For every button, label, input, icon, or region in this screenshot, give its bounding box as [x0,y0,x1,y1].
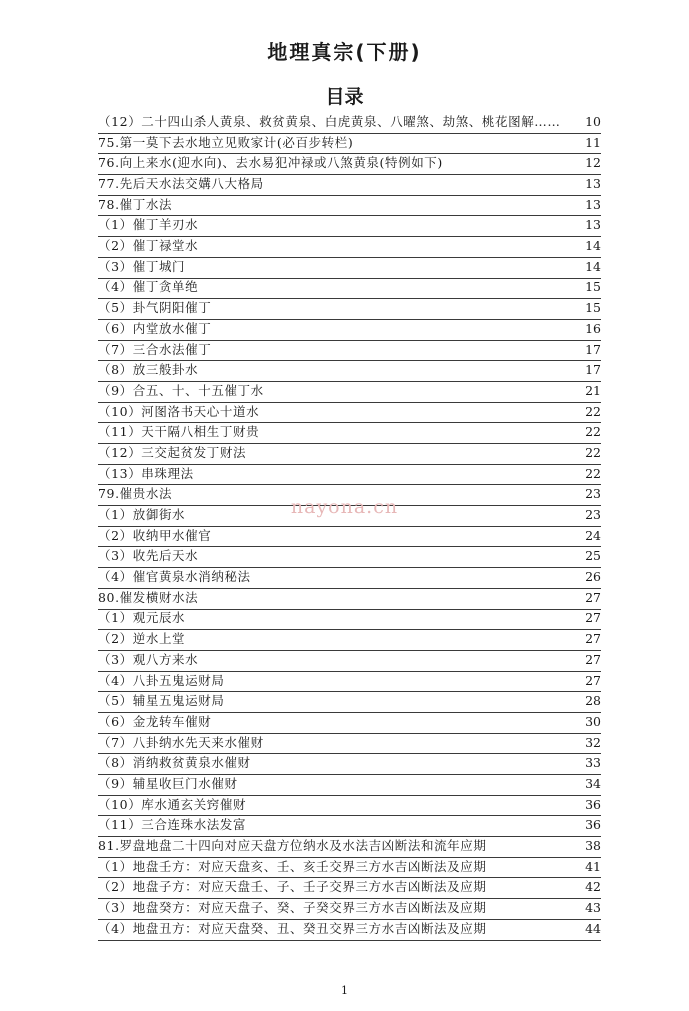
toc-entry-label: （10）库水通玄关窍催财 [98,796,247,812]
toc-entry-page-number: 13 [585,196,601,212]
table-of-contents [98,113,601,941]
toc-entry-label: （1）催丁羊刃水 [98,217,199,233]
toc-entry[interactable] [98,899,601,920]
toc-entry-page-number: 30 [585,713,601,729]
toc-entry[interactable] [98,341,601,362]
toc-entry[interactable] [98,175,601,196]
toc-entry-page-number: 26 [585,569,601,585]
toc-entry-page-number: 41 [585,858,601,874]
toc-entry-label: （1）观元辰水 [98,610,186,626]
toc-entry[interactable] [98,403,601,424]
toc-entry-label: （2）逆水上堂 [98,631,186,647]
toc-entry[interactable] [98,361,601,382]
toc-entry[interactable] [98,196,601,217]
toc-entry-label: （4）八卦五鬼运财局 [98,672,225,688]
toc-heading: 目录 [325,86,364,108]
toc-entry-label: 76.向上来水(迎水向)、去水易犯冲禄或八煞黄泉(特例如下) [98,155,443,171]
toc-entry[interactable] [98,485,601,506]
toc-entry-label: （1）放御街水 [98,507,186,523]
toc-entry-label: （11）天干隔八相生丁财贵 [98,424,260,440]
toc-entry[interactable] [98,134,601,155]
toc-entry[interactable] [98,154,601,175]
toc-entry[interactable] [98,320,601,341]
toc-entry[interactable] [98,382,601,403]
toc-entry-page-number: 13 [585,176,601,192]
toc-entry-label: （3）催丁城门 [98,258,186,274]
toc-entry[interactable] [98,506,601,527]
toc-entry-page-number: 27 [585,589,601,605]
toc-entry-label: 78.催丁水法 [98,196,173,212]
toc-entry[interactable] [98,258,601,279]
toc-entry-label: （4）催丁贪单绝 [98,279,199,295]
toc-entry-page-number: 14 [585,258,601,274]
toc-entry-page-number: 22 [585,403,601,419]
toc-entry[interactable] [98,837,601,858]
toc-entry[interactable] [98,113,601,134]
toc-entry-page-number: 42 [585,879,601,895]
toc-entry-label: （3）观八方来水 [98,651,199,667]
toc-entry[interactable] [98,589,601,610]
toc-entry[interactable] [98,630,601,651]
toc-entry-label: （8）消纳救贫黄泉水催财 [98,755,251,771]
toc-entry-page-number: 27 [585,631,601,647]
toc-entry-page-number: 22 [585,424,601,440]
toc-entry[interactable] [98,547,601,568]
toc-entry-label: （5）辅星五鬼运财局 [98,693,225,709]
toc-entry-page-number: 11 [585,134,601,150]
toc-entry-label: （7）三合水法催丁 [98,341,212,357]
toc-entry-page-number: 17 [585,362,601,378]
toc-entry-page-number: 23 [585,507,601,523]
toc-entry[interactable] [98,734,601,755]
toc-entry-page-number: 25 [585,548,601,564]
toc-entry-label: （7）八卦纳水先天来水催财 [98,734,264,750]
toc-entry-label: 77.先后天水法交媾八大格局 [98,176,264,192]
toc-entry-page-number: 23 [585,486,601,502]
toc-entry[interactable] [98,299,601,320]
toc-entry-page-number: 15 [585,279,601,295]
toc-entry-label: （4）地盘丑方：对应天盘癸、丑、癸丑交界三方水吉凶断法及应期 [98,920,487,936]
toc-entry-page-number: 44 [585,920,601,936]
toc-entry[interactable] [98,858,601,879]
toc-entry-page-number: 17 [585,341,601,357]
toc-entry-label: （5）卦气阴阳催丁 [98,300,212,316]
toc-entry-label: 75.第一莫下去水地立见败家计(必百步转栏) [98,134,354,150]
toc-entry-label: （9）合五、十、十五催丁水 [98,382,264,398]
toc-entry-page-number: 12 [585,155,601,171]
toc-entry-label: （13）串珠理法 [98,465,194,481]
toc-entry-page-number: 24 [585,527,601,543]
toc-entry[interactable] [98,423,601,444]
toc-entry-page-number: 22 [585,444,601,460]
toc-entry-page-number: 10 [585,113,601,129]
toc-entry[interactable] [98,610,601,631]
toc-entry[interactable] [98,568,601,589]
toc-entry-label: （9）辅星收巨门水催财 [98,775,238,791]
toc-entry[interactable] [98,527,601,548]
toc-entry-label: （3）地盘癸方：对应天盘子、癸、子癸交界三方水吉凶断法及应期 [98,900,487,916]
toc-entry-label: （10）河图洛书天心十道水 [98,403,260,419]
toc-entry-label: 80.催发横财水法 [98,589,199,605]
toc-entry[interactable] [98,775,601,796]
toc-entry[interactable] [98,920,601,941]
toc-entry[interactable] [98,465,601,486]
toc-entry-page-number: 15 [585,300,601,316]
toc-entry-label: （1）地盘壬方：对应天盘亥、壬、亥壬交界三方水吉凶断法及应期 [98,858,487,874]
toc-entry[interactable] [98,754,601,775]
toc-entry-label: 81.罗盘地盘二十四向对应天盘方位纳水及水法吉凶断法和流年应期 [98,838,487,854]
toc-entry-page-number: 28 [585,693,601,709]
toc-entry-label: （8）放三般卦水 [98,362,199,378]
page-number: 1 [341,984,348,997]
toc-entry-page-number: 27 [585,610,601,626]
toc-entry[interactable] [98,279,601,300]
toc-entry-page-number: 36 [585,817,601,833]
toc-entry-page-number: 43 [585,900,601,916]
toc-entry-page-number: 13 [585,217,601,233]
toc-entry[interactable] [98,713,601,734]
toc-entry-page-number: 34 [585,775,601,791]
toc-entry-label: （3）收先后天水 [98,548,199,564]
watermark: nayona.cn [290,496,399,518]
toc-entry[interactable] [98,816,601,837]
toc-entry[interactable] [98,444,601,465]
toc-entry-page-number: 22 [585,465,601,481]
toc-entry[interactable] [98,796,601,817]
toc-entry[interactable] [98,651,601,672]
toc-entry-label: （12）三交起贫发丁财法 [98,444,247,460]
toc-entry-label: （2）地盘子方：对应天盘壬、子、壬子交界三方水吉凶断法及应期 [98,879,487,895]
toc-entry-label: 79.催贵水法 [98,486,173,502]
book-title: 地理真宗(下册) [267,40,422,64]
toc-entry-label: （12）二十四山杀人黄泉、救贫黄泉、白虎黄泉、八曜煞、劫煞、桃花图解…… [98,113,561,129]
toc-entry-label: （4）催官黄泉水消纳秘法 [98,569,251,585]
toc-entry-page-number: 14 [585,238,601,254]
toc-entry-page-number: 32 [585,734,601,750]
toc-entry[interactable] [98,216,601,237]
toc-entry-page-number: 38 [585,838,601,854]
toc-entry-label: （2）催丁禄堂水 [98,238,199,254]
toc-entry-page-number: 33 [585,755,601,771]
toc-entry-page-number: 27 [585,651,601,667]
toc-entry-label: （11）三合连珠水法发富 [98,817,247,833]
toc-entry-label: （6）金龙转车催财 [98,713,212,729]
toc-entry[interactable] [98,672,601,693]
toc-entry-label: （2）收纳甲水催官 [98,527,212,543]
toc-entry-page-number: 21 [585,382,601,398]
toc-entry-page-number: 16 [585,320,601,336]
toc-entry-page-number: 36 [585,796,601,812]
toc-entry[interactable] [98,237,601,258]
toc-entry[interactable] [98,692,601,713]
toc-entry-label: （6）内堂放水催丁 [98,320,212,336]
toc-entry-page-number: 27 [585,672,601,688]
toc-entry[interactable] [98,878,601,899]
